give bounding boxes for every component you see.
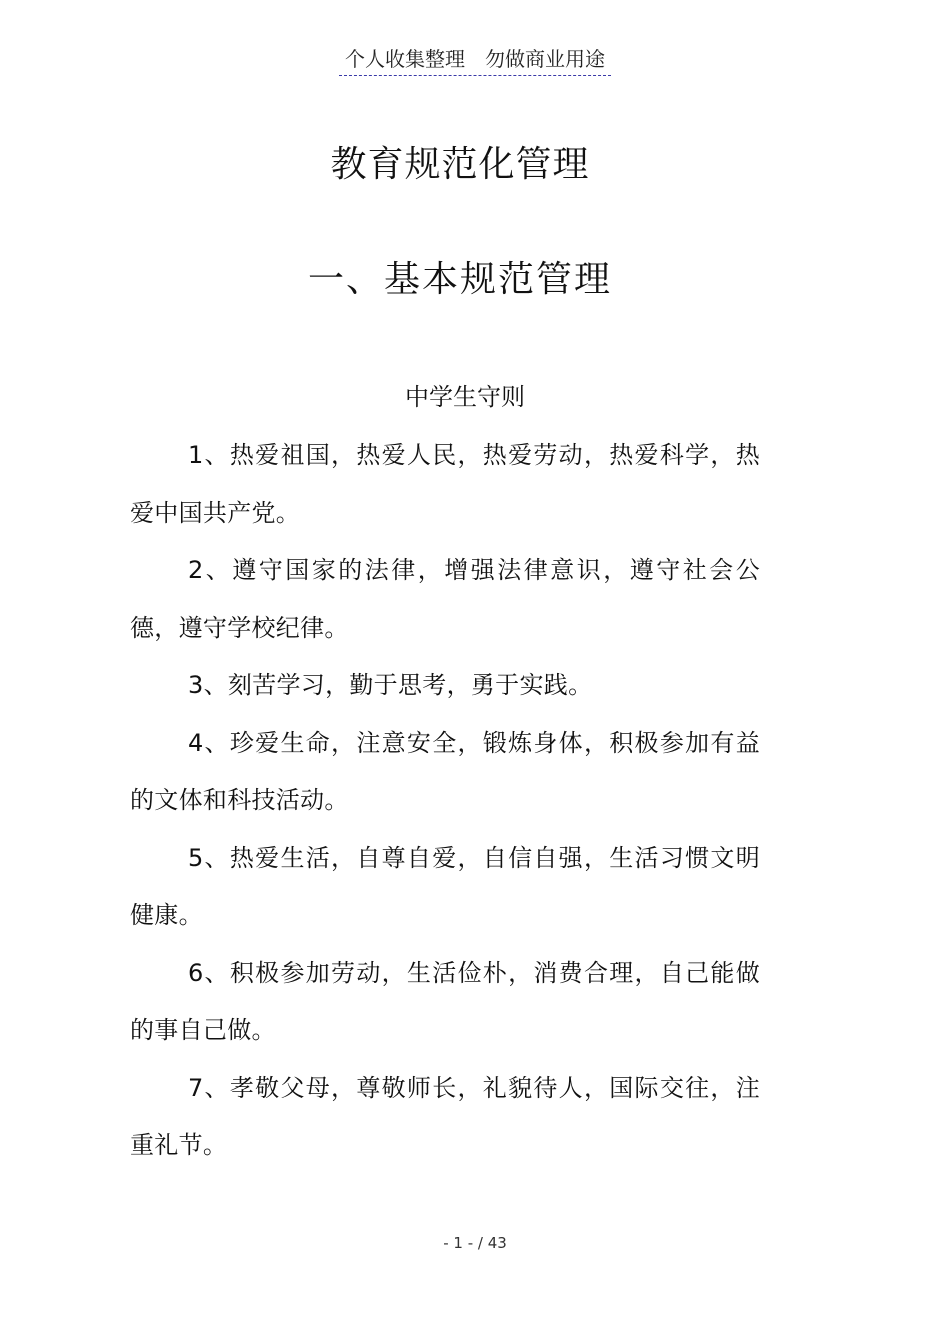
rule-item: 5、热爱生活，自尊自爱，自信自强，生活习惯文明健康。: [130, 843, 760, 929]
section-title: 一、基本规范管理: [307, 259, 612, 300]
rule-item: 1、热爱祖国，热爱人民，热爱劳动，热爱科学，热爱中国共产党。: [130, 441, 760, 527]
rule-item: 4、珍爱生命，注意安全，锻炼身体，积极参加有益的文体和科技活动。: [130, 728, 760, 814]
document-title: 教育规范化管理: [330, 144, 590, 185]
header-note: [0, 46, 950, 76]
page-number: - 1 - / 43: [443, 1234, 507, 1252]
rule-item: 7、孝敬父母，尊敬师长，礼貌待人，国际交往，注重礼节。: [130, 1073, 760, 1159]
rules-list: [130, 427, 760, 1175]
sub-title: 中学生守则: [405, 383, 525, 411]
rule-item: 6、积极参加劳动，生活俭朴，消费合理，自己能做的事自己做。: [130, 958, 760, 1044]
rule-item: 2、遵守国家的法律，增强法律意识，遵守社会公德，遵守学校纪律。: [130, 556, 760, 642]
rule-item: 3、刻苦学习，勤于思考，勇于实践。: [188, 671, 593, 699]
header-note-text: 个人收集整理 勿做商业用途: [339, 46, 611, 76]
